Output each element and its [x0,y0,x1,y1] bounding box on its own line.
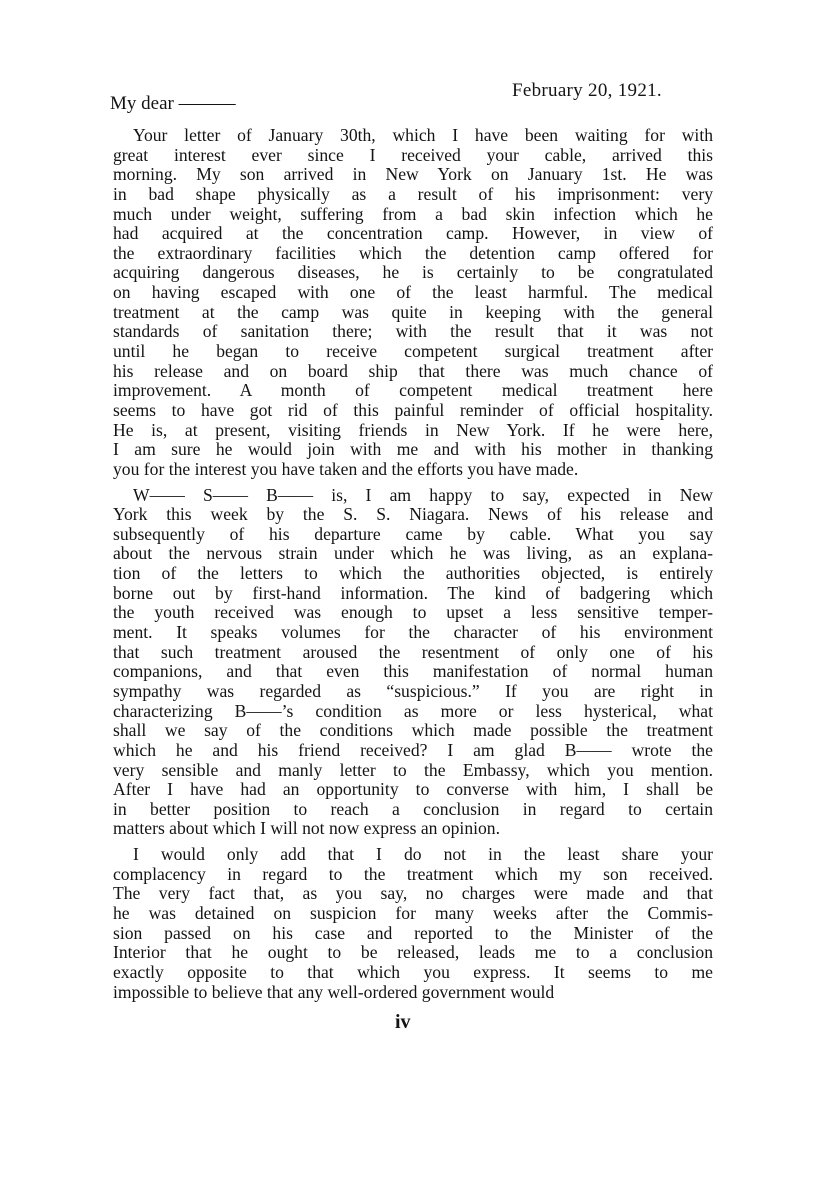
text-line: matters about which I will not now express an opinion. [113,818,500,839]
text-line: the youth received was enough to upset a less sensitive temper- [113,602,713,623]
text-line: York this week by the S. S. Niagara. News of his release and [113,504,713,525]
text-line: impossible to believe that any well-ordered government would [113,981,555,1002]
text-line: borne out by first-hand information. The kind of badgering which [113,582,713,603]
text-line: sion passed on his case and reported to the Minister of the [113,922,713,943]
text-line: companions, and that even this manifestation of normal human [113,661,713,682]
text-line: sympathy was regarded as “suspicious.” If you are right in [113,680,713,701]
text-line: acquiring dangerous diseases, he is certainly to be congratulated [113,262,713,283]
text-line: on having escaped with one of the least harmful. The medical [113,282,713,303]
letter-date: February 20, 1921. [512,80,662,101]
paragraph [113,845,713,1002]
salutation: My dear ——— [110,93,236,114]
text-line: tion of the letters to which the authorities objected, is entirely [113,563,713,584]
text-line: in better position to reach a conclusion in regard to certain [113,798,713,819]
text-line: I would only add that I do not in the least share your [133,844,713,865]
text-line: you for the interest you have taken and the efforts you have made. [113,458,579,479]
text-line: treatment at the camp was quite in keeping with the general [113,301,713,322]
text-line: ment. It speaks volumes for the character of his environment [113,622,713,643]
text-line: much under weight, suffering from a bad skin infection which he [113,203,713,224]
text-line: seems to have got rid of this painful reminder of official hospitality. [113,399,713,420]
text-line: The very fact that, as you say, no charges were made and that [113,883,713,904]
text-line: he was detained on suspicion for many weeks after the Commis- [113,902,713,923]
text-line: the extraordinary facilities which the detention camp offered for [113,242,713,263]
text-line: very sensible and manly letter to the Embassy, which you mention. [113,759,713,780]
text-line: He is, at present, visiting friends in New York. If he were here, [113,419,713,440]
text-line: W—— S—— B—— is, I am happy to say, expected in New [133,484,713,505]
text-line: Interior that he ought to be released, leads me to a conclusion [113,942,713,963]
text-line: which he and his friend received? I am glad B—— wrote the [113,739,713,760]
paragraph [113,126,713,480]
text-line: in bad shape physically as a result of his imprisonment: very [113,183,713,204]
text-line: I am sure he would join with me and with his mother in thanking [113,439,713,460]
text-line: standards of sanitation there; with the result that it was not [113,321,713,342]
text-line: After I have had an opportunity to converse with him, I shall be [113,779,713,800]
text-line: had acquired at the concentration camp. However, in view of [113,223,713,244]
text-line: about the nervous strain under which he was living, as an explana- [113,543,713,564]
text-line: shall we say of the conditions which made possible the treatment [113,720,713,741]
text-line: until he began to receive competent surgical treatment after [113,341,713,362]
text-line: subsequently of his departure came by cable. What you say [113,523,713,544]
text-line: his release and on board ship that there was much chance of [113,360,713,381]
text-line: morning. My son arrived in New York on January 1st. He was [113,164,713,185]
text-line: complacency in regard to the treatment which my son received. [113,863,713,884]
text-line: that such treatment aroused the resentment of only one of his [113,641,713,662]
paragraph [113,486,713,840]
text-line: characterizing B——’s condition as more or less hysterical, what [113,700,713,721]
text-line: Your letter of January 30th, which I have been waiting for with [133,125,713,145]
letter-body [113,126,713,1008]
page-number: iv [395,1011,411,1033]
text-line: exactly opposite to that which you express. It seems to me [113,961,713,982]
text-line: improvement. A month of competent medical treatment here [113,380,713,401]
text-line: great interest ever since I received your cable, arrived this [113,144,713,165]
